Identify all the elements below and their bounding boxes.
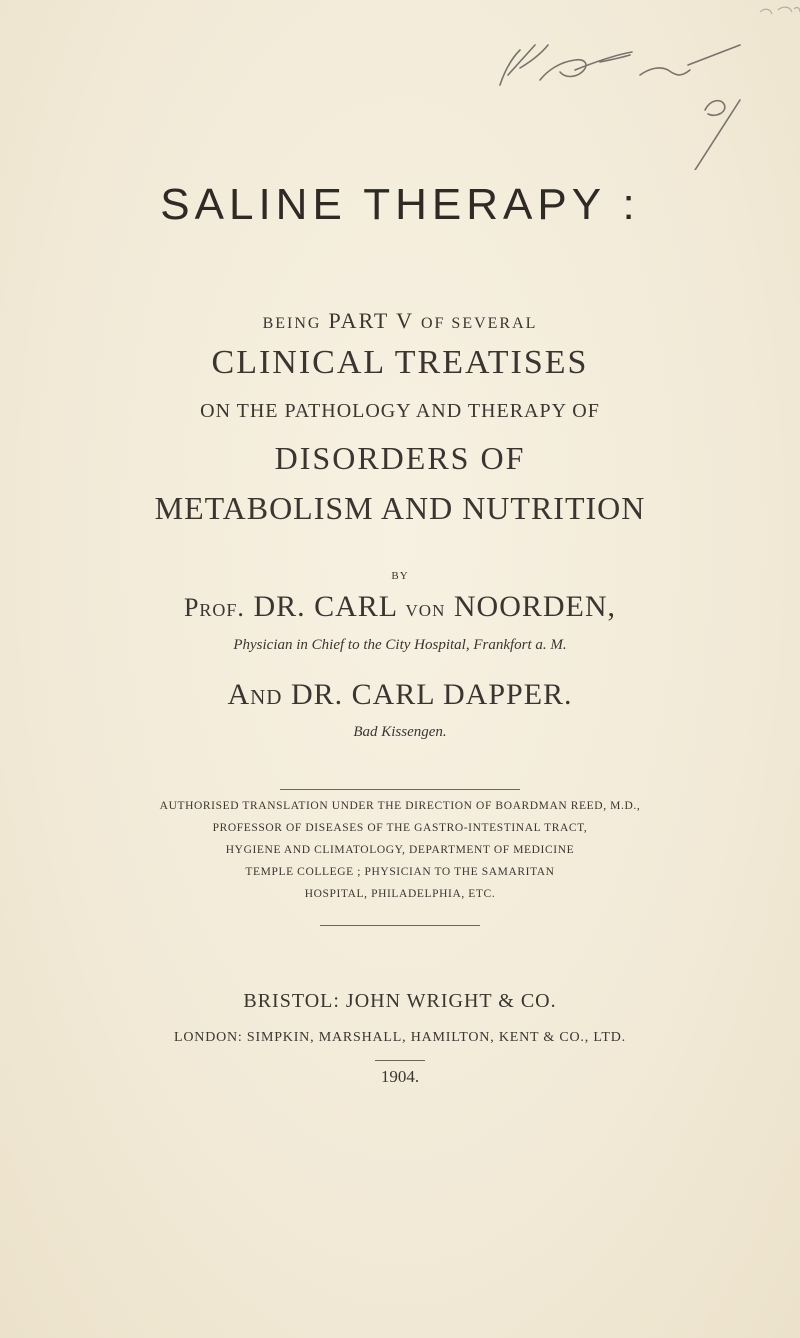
divider-bottom: [320, 925, 480, 926]
author-2: [0, 678, 800, 712]
of-several-text: OF SEVERAL: [420, 315, 538, 332]
author-1-von: von: [405, 596, 446, 622]
publisher-bristol: BRISTOL: JOHN WRIGHT & CO.: [243, 990, 557, 1012]
divider-year: [375, 1060, 425, 1061]
being-text: BEING: [262, 315, 322, 332]
series-disorders: DISORDERS OF: [274, 440, 526, 476]
author-1-affiliation: Physician in Chief to the City Hospital, Frankfort a. M.: [233, 637, 567, 653]
author-1: [0, 590, 800, 624]
series-subtitle: ON THE PATHOLOGY AND THERAPY OF: [200, 400, 600, 422]
author-1-prefix: Prof.: [183, 593, 245, 622]
by-label: BY: [391, 570, 409, 582]
publisher-london: LONDON: SIMPKIN, MARSHALL, HAMILTON, KENT & CO., LTD.: [174, 1030, 626, 1045]
translation-line-4: TEMPLE COLLEGE ; PHYSICIAN TO THE SAMARITAN: [245, 866, 555, 878]
series-title: CLINICAL TREATISES: [211, 344, 589, 381]
divider-top: [280, 789, 520, 790]
book-title: SALINE THERAPY :: [160, 180, 640, 229]
translation-line-3: HYGIENE AND CLIMATOLOGY, DEPARTMENT OF MEDICINE: [225, 844, 575, 856]
handwritten-inscription: [0, 0, 800, 170]
translation-line-1: AUTHORISED TRANSLATION UNDER THE DIRECTION OF BOARDMAN REED, M.D.,: [159, 800, 641, 812]
part-text: PART V: [328, 308, 414, 333]
author-1-surname: NOORDEN,: [453, 590, 617, 623]
series-metabolism: METABOLISM AND NUTRITION: [154, 490, 646, 526]
publication-year: 1904.: [380, 1067, 420, 1086]
author-2-and: And: [227, 678, 283, 711]
translation-line-5: HOSPITAL, PHILADELPHIA, ETC.: [304, 888, 496, 900]
translation-line-2: PROFESSOR OF DISEASES OF THE GASTRO-INTESTINAL TRACT,: [212, 822, 588, 834]
author-1-name: DR. CARL: [253, 590, 398, 623]
author-2-affiliation: Bad Kissengen.: [353, 724, 447, 740]
author-2-name: DR. CARL DAPPER.: [290, 678, 573, 711]
part-line: [0, 308, 800, 334]
